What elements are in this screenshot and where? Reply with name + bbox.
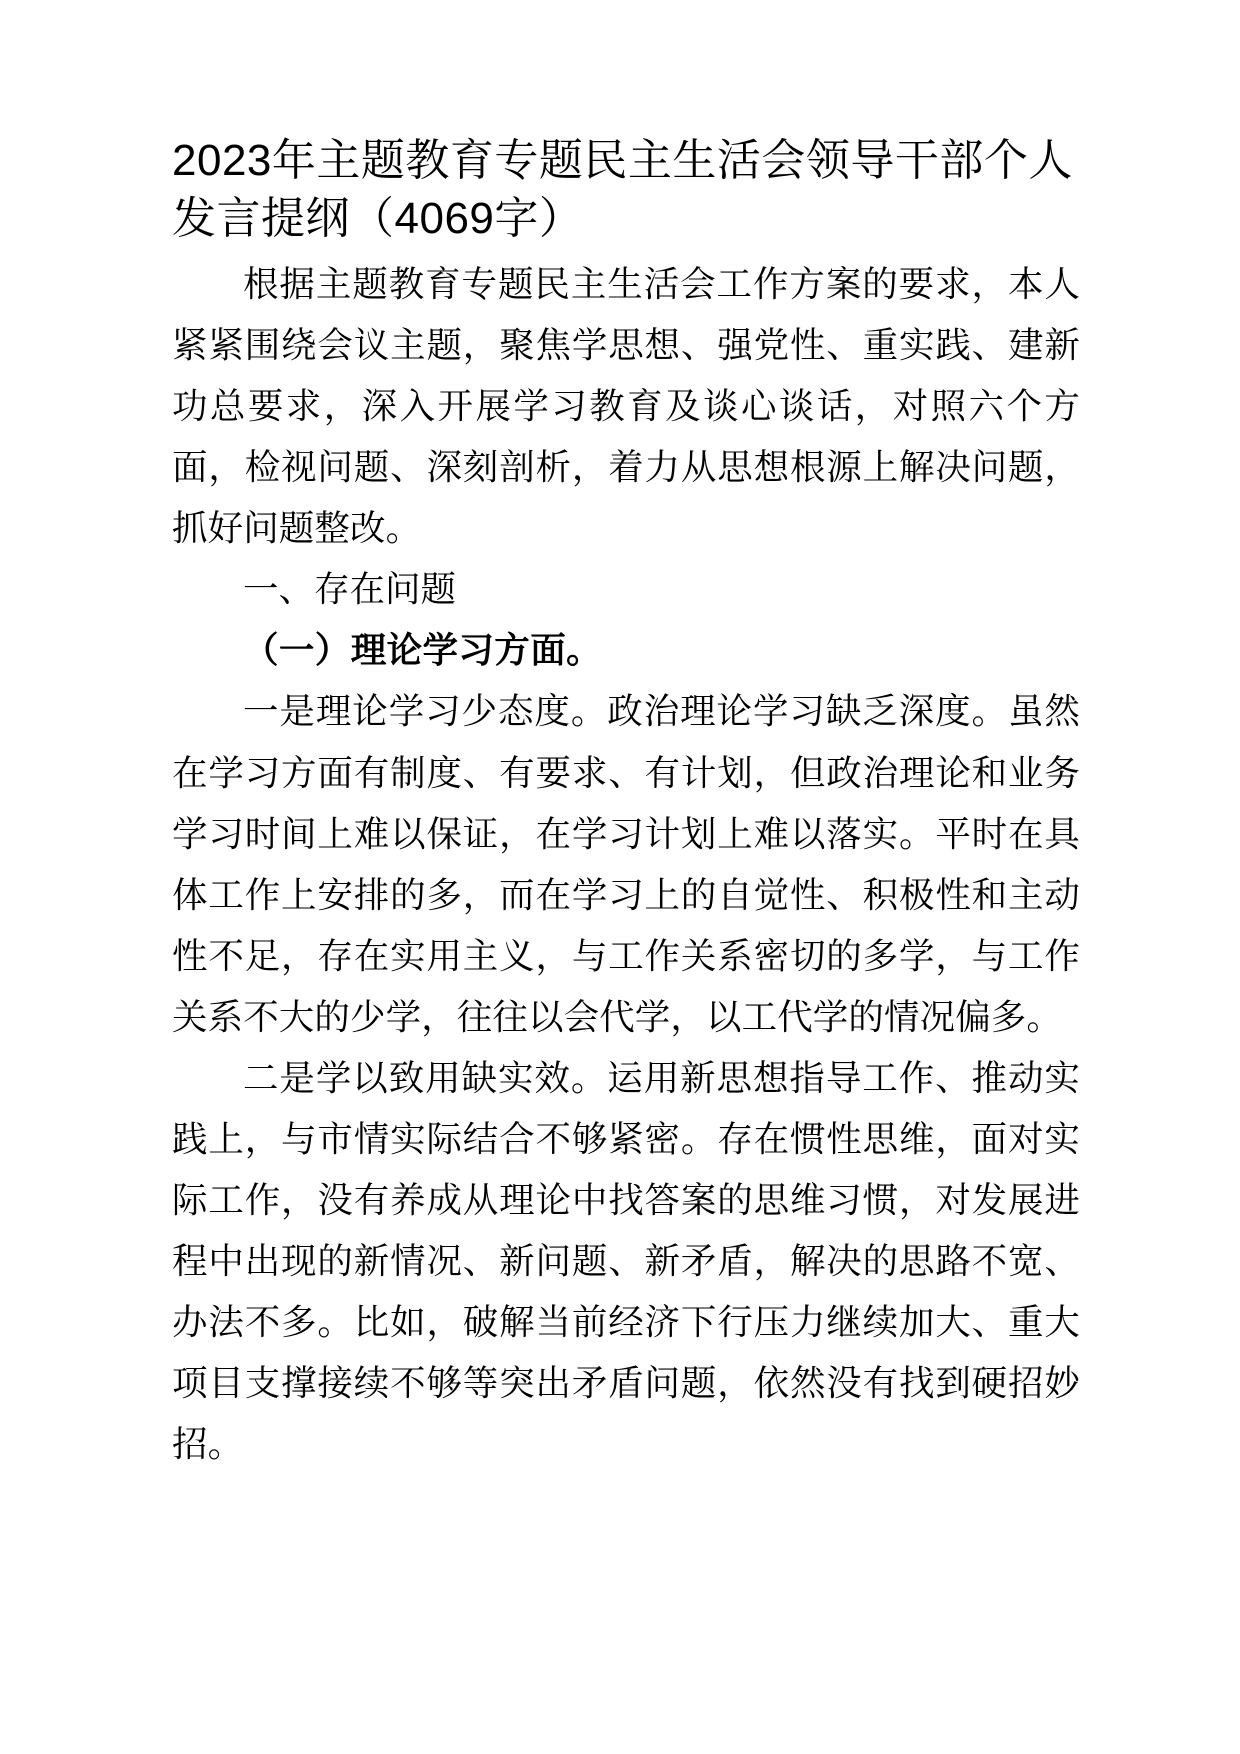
page-title: 2023年主题教育专题民主生活会领导干部个人发言提纲（4069字） — [172, 136, 1073, 244]
subsection-heading-theory-study: （一）理论学习方面。 — [243, 630, 603, 671]
section-heading-existing-problems: 一、存在问题 — [243, 569, 457, 610]
intro-paragraph: 根据主题教育专题民主生活会工作方案的要求，本人紧紧围绕会议主题，聚焦学思想、强党性、重实践、建新功总要求，深入开展学习教育及谈心谈话，对照六个方面，检视问题、深刻剖析，着力从思想根源上解决问题，抓好问题整改。 — [172, 264, 1080, 549]
body-paragraph-point-one: 一是理论学习少态度。政治理论学习缺乏深度。虽然在学习方面有制度、有要求、有计划，但政治理论和业务学习时间上难以保证，在学习计划上难以落实。平时在具体工作上安排的多，而在学习上的自觉性、积极性和主动性不足，存在实用主义，与工作关系密切的多学，与工作关系不大的少学，往往以会代学，以工代学的情况偏多。 — [172, 691, 1080, 1037]
body-paragraph-point-two: 二是学以致用缺实效。运用新思想指导工作、推动实践上，与市情实际结合不够紧密。存在惯性思维，面对实际工作，没有养成从理论中找答案的思维习惯，对发展进程中出现的新情况、新问题、新矛盾，解决的思路不宽、办法不多。比如，破解当前经济下行压力继续加大、重大项目支撑接续不够等突出矛盾问题，依然没有找到硬招妙招。 — [172, 1057, 1080, 1465]
